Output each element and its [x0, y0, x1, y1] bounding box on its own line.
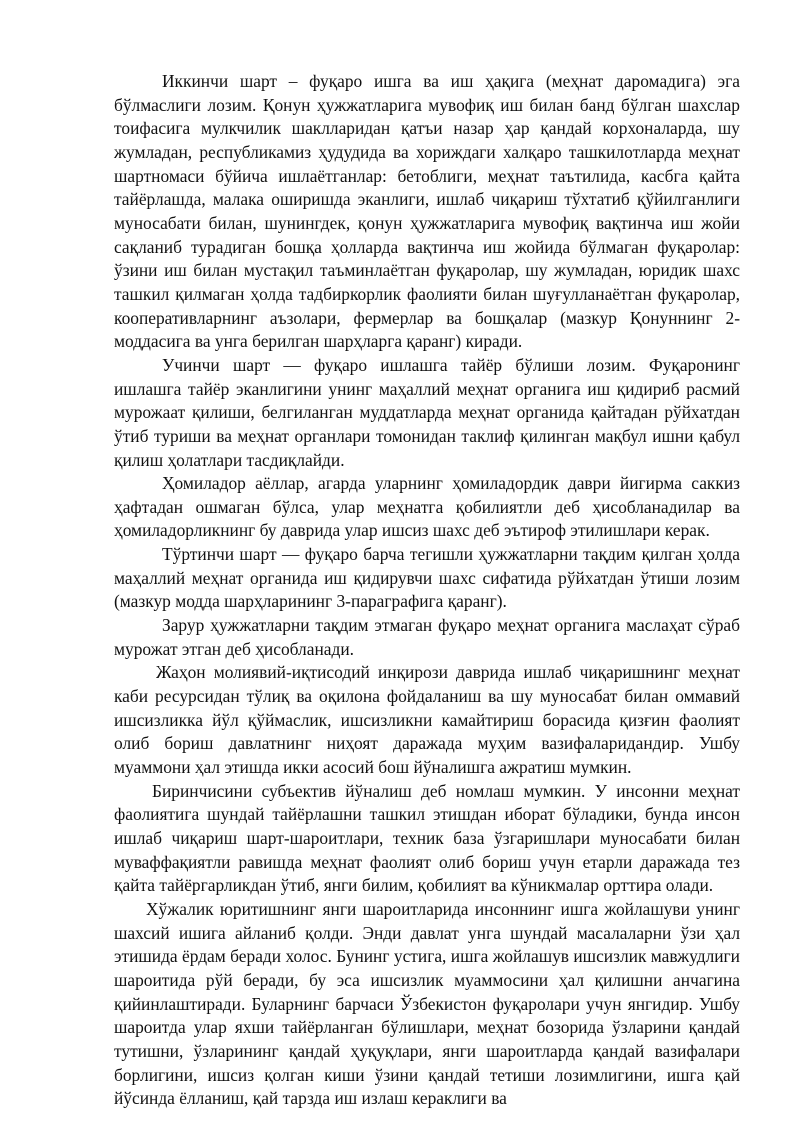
paragraph-second-condition: Иккинчи шарт – фуқаро ишга ва иш ҳақига (меҳнат даромадига) эга бўлмаслиги лозим. Қонун ҳужжатларига мувофиқ иш билан банд бўлган шахслар тоифасига мулкчилик шаклларидан қатъи назар ҳар қандай корхоналарда, шу жумладан, республикамиз ҳудудида ва хориждаги халқаро ташкилотларда меҳнат шартномаси бўйича ишлаётганлар: бетоблиги, меҳнат таътилида, касбга қайта тайёрлашда, малака оширишда эканлиги, ишлаб чиқариш тўхтатиб қўйилганлиги муносабати билан, шунингдек, қонун ҳужжатларига мувофиқ вақтинча иш жойи сақланиб турадиган бошқа ҳолларда вақтинча иш жойида бўлмаган фуқаролар: ўзини иш билан мустақил таъминлаётган фуқаролар, шу жумладан, юридик шахс ташкил қилмаган ҳолда тадбиркорлик фаолияти билан шуғулланаётган фуқаролар, кооперативларнинг аъзолари, фермерлар ва бошқалар (мазкур Қонуннинг 2-моддасига ва унга берилган шарҳларга қаранг) киради.: [114, 71, 740, 352]
paragraph-global-crisis: Жаҳон молиявий-иқтисодий инқирози даврида ишлаб чиқаришнинг меҳнат каби ресурсидан тўлиқ ва оқилона фойдаланиш ва шу муносабат билан оммавий ишсизликка йўл қўймаслик, ишсизликни камайтириш борасида қизғин фаолият олиб бориш давлатнинг ниҳоят даражада муҳим вазифаларидандир. Ушбу муаммони ҳал этишда икки асосий бош йўналишга ажратиш мумкин.: [114, 662, 740, 778]
document-page: [114, 70, 740, 1111]
paragraph-subjective-direction: Биринчисини субъектив йўналиш деб номлаш мумкин. У инсонни меҳнат фаолиятига шундай тайёрлашни ташкил этишдан иборат бўладики, бунда инсон ишлаб чиқариш шарт-шароитлари, техник база ўзгаришлари муносабати билан муваффақиятли равишда меҳнат фаолият олиб бориш учун етарли даражада тез қайта тайёргарликдан ўтиб, янги билим, қобилият ва кўникмалар орттира олади.: [114, 780, 740, 896]
paragraph-third-condition: Учинчи шарт — фуқаро ишлашга тайёр бўлиши лозим. Фуқаронинг ишлашга тайёр эканлигини унинг маҳаллий меҳнат органига иш қидириб расмий мурожаат қилиши, белгиланган муддатларда меҳнат органида қайтадан рўйхатдан ўтиб туриши ва меҳнат органлари томонидан таклиф қилинган мақбул ишни қабул қилиш ҳолатлари тасдиқлайди.: [114, 354, 740, 470]
paragraph-documents-not-submitted: Зарур ҳужжатларни тақдим этмаган фуқаро меҳнат органига маслаҳат сўраб мурожат этган деб ҳисобланади.: [114, 615, 740, 659]
paragraph-pregnant-women: Ҳомиладор аёллар, агарда уларнинг ҳомиладордик даври йигирма саккиз ҳафтадан ошмаган бўлса, улар меҳнатга қобилиятли деб ҳисобланадилар ва ҳомиладорликнинг бу даврида улар ишсиз шахс деб эътироф этилишлари керак.: [114, 473, 740, 541]
paragraph-fourth-condition: Тўртинчи шарт — фуқаро барча тегишли ҳужжатларни тақдим қилган ҳолда маҳаллий меҳнат органида иш қидирувчи шахс сифатида рўйхатдан ўтиши лозим (мазкур модда шарҳларининг 3-параграфига қаранг).: [114, 544, 740, 612]
paragraph-new-economic-conditions: Хўжалик юритишнинг янги шароитларида инсоннинг ишга жойлашуви унинг шахсий ишига айланиб қолди. Энди давлат унга шундай масалаларни ўзи ҳал этишида ёрдам беради холос. Бунинг устига, ишга жойлашув ишсизлик мавжудлиги шароитида рўй беради, бу эса ишсизлик муаммосини ҳал қилишни анчагина қийинлаштиради. Буларнинг барчаси Ўзбекистон фуқаролари учун янгидир. Ушбу шароитда улар яхши тайёрланган бўлишлари, меҳнат бозорида ўзларини қандай тутишни, ўзларининг қандай ҳуқуқлари, янги шароитларда қандай вазифалари борлигини, ишсиз қолган киши ўзини қандай тетиши лозимлигини, ишга қай йўсинда ёлланиш, қай тарзда иш излаш кераклиги ва: [114, 898, 740, 1109]
